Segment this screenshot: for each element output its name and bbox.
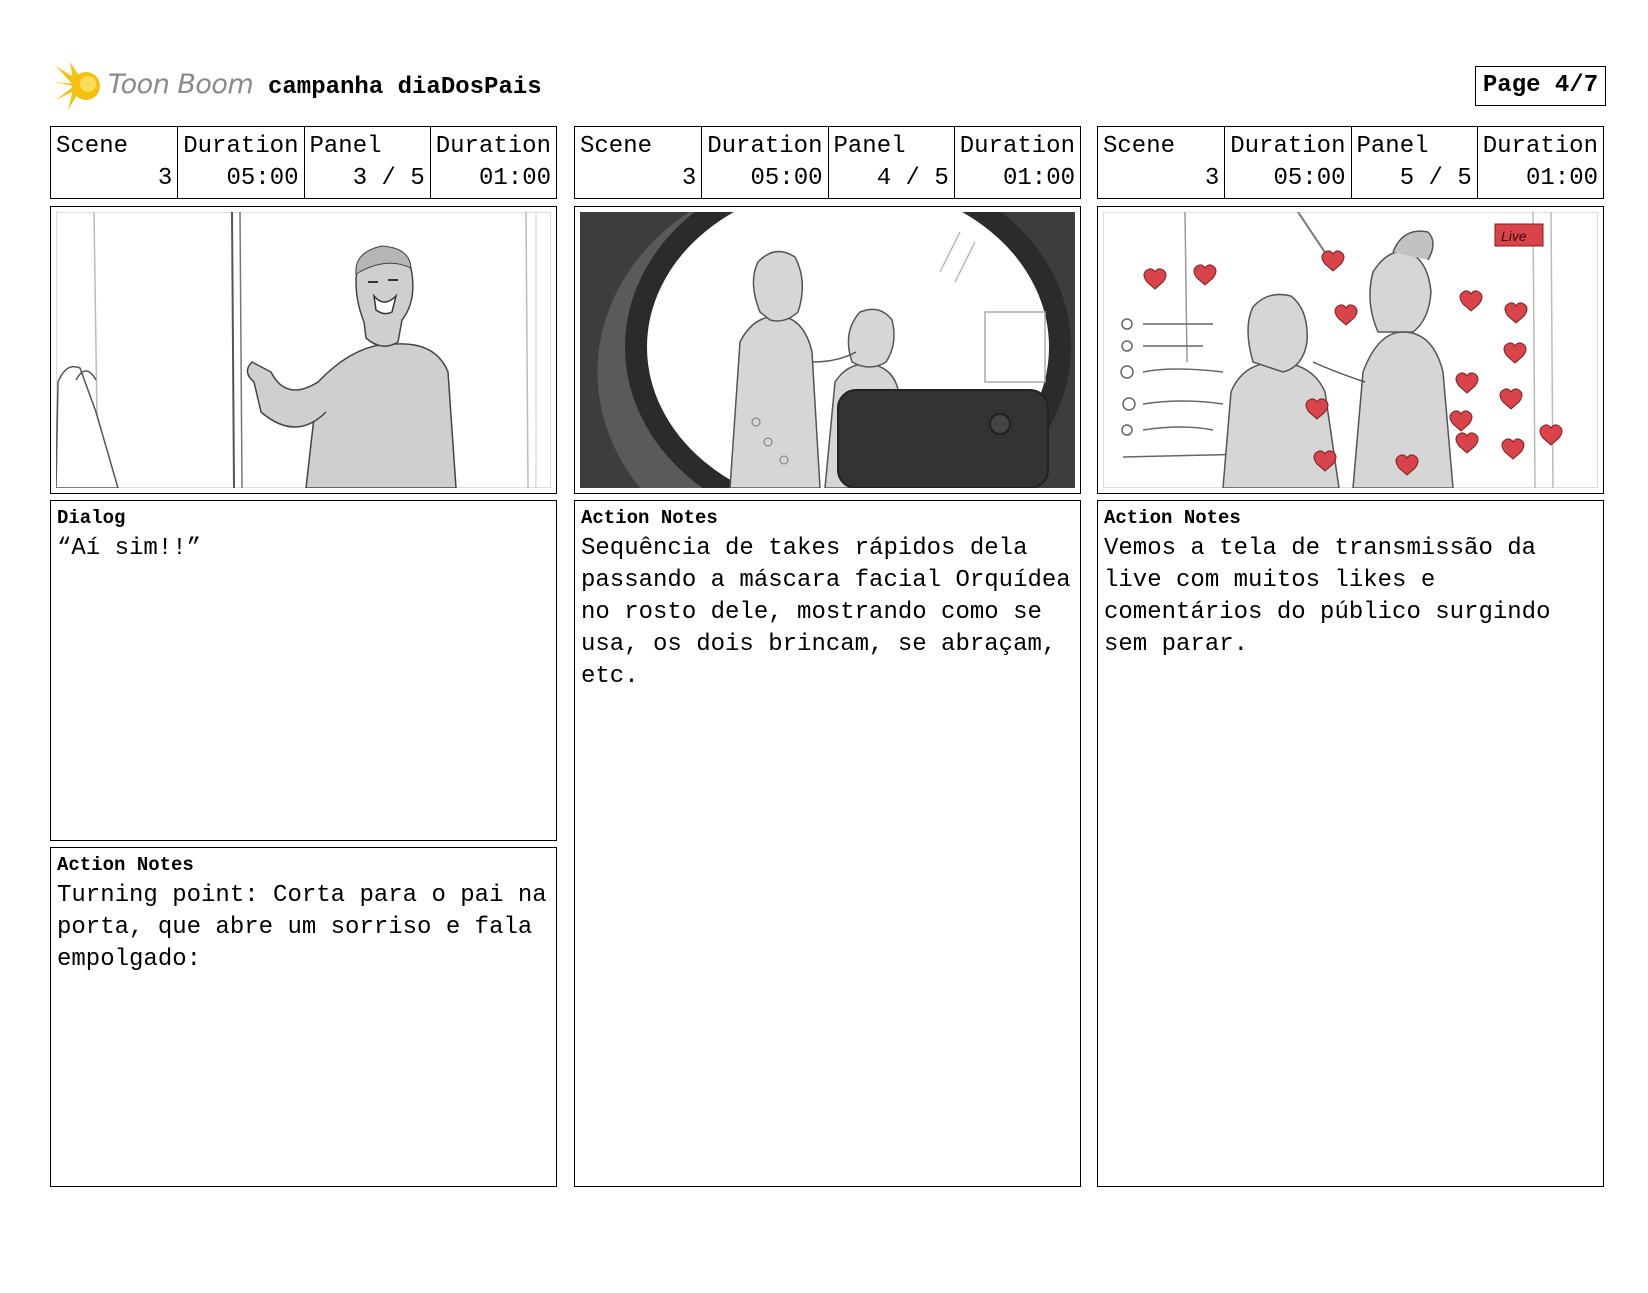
scene-label: Scene xyxy=(56,133,129,160)
action-notes-section xyxy=(1097,500,1604,1187)
panel-duration-cell xyxy=(954,127,1080,198)
panel-duration-cell xyxy=(1477,127,1603,198)
scene-duration-cell xyxy=(1224,127,1350,198)
toon-boom-logo xyxy=(54,60,254,112)
scene-duration-value: 05:00 xyxy=(750,165,823,192)
logo-text: Toon Boom xyxy=(108,69,254,100)
duration-label: Duration xyxy=(959,133,1075,160)
storyboard-panel-1 xyxy=(50,126,557,1187)
sketch-live-stream xyxy=(1103,212,1598,488)
section-title: Dialog xyxy=(57,507,126,529)
duration-label: Duration xyxy=(435,133,551,160)
scene-cell xyxy=(51,127,177,198)
panel-value: 3 / 5 xyxy=(352,165,425,192)
storyboard-panel-3 xyxy=(1097,126,1604,1187)
section-title: Action Notes xyxy=(1104,507,1241,529)
panel-duration-value: 01:00 xyxy=(478,165,551,192)
scene-value: 3 xyxy=(157,165,173,192)
panel-cell xyxy=(1351,127,1477,198)
panel-image-frame xyxy=(50,206,557,494)
panel-info-bar xyxy=(1097,126,1604,199)
scene-value: 3 xyxy=(1204,165,1220,192)
storyboard-panel-2 xyxy=(574,126,1081,1187)
live-badge-text: Live xyxy=(1501,228,1527,244)
panel-duration-cell xyxy=(430,127,556,198)
panel-label: Panel xyxy=(833,133,906,160)
scene-label: Scene xyxy=(580,133,653,160)
panel-cell xyxy=(304,127,430,198)
panel-image-frame xyxy=(574,206,1081,494)
project-title: campanha diaDosPais xyxy=(268,74,542,101)
panel-duration-value: 01:00 xyxy=(1525,165,1598,192)
section-title: Action Notes xyxy=(581,507,718,529)
panel-duration-value: 01:00 xyxy=(1002,165,1075,192)
sketch-ring-light-facemask xyxy=(580,212,1075,488)
scene-duration-cell xyxy=(177,127,303,198)
scene-duration-value: 05:00 xyxy=(226,165,299,192)
page-indicator: Page 4/7 xyxy=(1475,66,1606,106)
scene-label: Scene xyxy=(1103,133,1176,160)
starburst-icon xyxy=(54,60,106,112)
section-title: Action Notes xyxy=(57,854,194,876)
panel-value: 4 / 5 xyxy=(876,165,949,192)
section-text: Turning point: Corta para o pai na porta, que abre um sorriso e fala empolgado: xyxy=(57,882,547,973)
panel-info-bar xyxy=(574,126,1081,199)
panel-info-bar xyxy=(50,126,557,199)
action-notes-section xyxy=(574,500,1081,1187)
panel-cell xyxy=(828,127,954,198)
panel-label: Panel xyxy=(1356,133,1429,160)
panel-image-frame xyxy=(1097,206,1604,494)
action-notes-section xyxy=(50,847,557,1187)
duration-label: Duration xyxy=(183,133,299,160)
panel-label: Panel xyxy=(309,133,382,160)
duration-label: Duration xyxy=(1482,133,1598,160)
scene-duration-cell xyxy=(701,127,827,198)
scene-cell xyxy=(575,127,701,198)
duration-label: Duration xyxy=(707,133,823,160)
sketch-father-doorway xyxy=(56,212,551,488)
scene-value: 3 xyxy=(681,165,697,192)
section-text: Sequência de takes rápidos dela passando a máscara facial Orquídea no rosto dele, mostrando como se usa, os dois brincam, se abraçam, etc. xyxy=(581,535,1071,690)
section-text: Vemos a tela de transmissão da live com muitos likes e comentários do público surgindo sem parar. xyxy=(1104,535,1551,658)
section-text: “Aí sim!!” xyxy=(57,535,202,562)
scene-cell xyxy=(1098,127,1224,198)
scene-duration-value: 05:00 xyxy=(1273,165,1346,192)
page-header xyxy=(54,58,1610,116)
duration-label: Duration xyxy=(1230,133,1346,160)
dialog-section xyxy=(50,500,557,841)
panel-value: 5 / 5 xyxy=(1399,165,1472,192)
